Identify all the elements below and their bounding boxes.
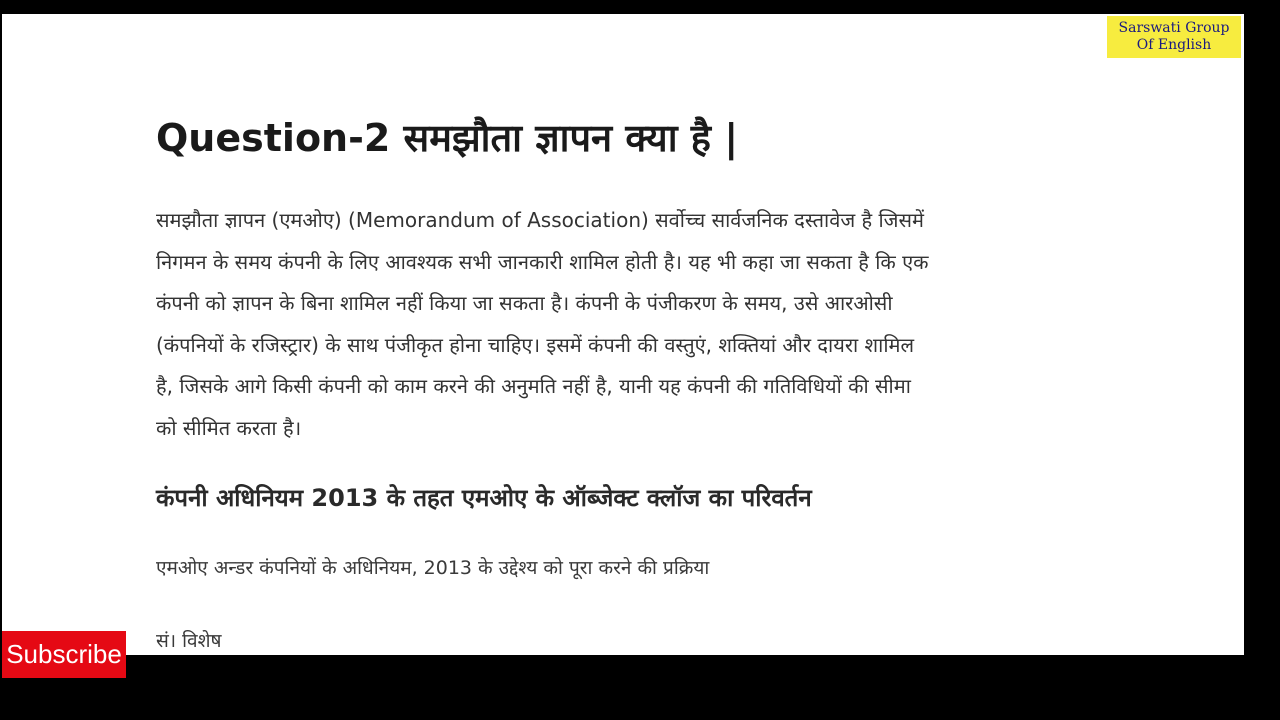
channel-watermark — [1107, 16, 1241, 58]
section-heading: कंपनी अधिनियम 2013 के तहत एमओए के ऑब्जेक्ट क्लॉज का परिवर्तन — [156, 484, 812, 512]
paragraph-line: कंपनी को ज्ञापन के बिना शामिल नहीं किया जा सकता है। कंपनी के पंजीकरण के समय, उसे आरओसी — [156, 291, 893, 315]
subscribe-button[interactable]: Subscribe — [2, 631, 126, 678]
document-page — [2, 14, 1244, 655]
paragraph-line: को सीमित करता है। — [156, 415, 302, 440]
question-title: Question-2 समझौता ज्ञापन क्या है | — [156, 116, 739, 160]
definition-paragraph — [156, 200, 1174, 449]
channel-watermark-line2: Of English — [1136, 37, 1212, 53]
section-footer-text: सं। विशेष — [156, 630, 222, 652]
paragraph-line: है, जिसके आगे किसी कंपनी को काम करने की अनुमति नहीं है, यानी यह कंपनी की गतिविधियों की सीमा — [156, 374, 911, 398]
section-subtext: एमओए अन्डर कंपनियों के अधिनियम, 2013 के उद्देश्य को पूरा करने की प्रक्रिया — [156, 557, 710, 579]
channel-watermark-line1: Sarswati Group — [1118, 20, 1230, 36]
paragraph-line: समझौता ज्ञापन (एमओए) (Memorandum of Association) सर्वोच्च सार्वजनिक दस्तावेज है जिसमें — [156, 208, 925, 232]
paragraph-line: निगमन के समय कंपनी के लिए आवश्यक सभी जानकारी शामिल होती है। यह भी कहा जा सकता है कि एक — [156, 249, 929, 274]
paragraph-line: (कंपनियों के रजिस्ट्रार) के साथ पंजीकृत होना चाहिए। इसमें कंपनी की वस्तुएं, शक्तियां और दायरा शामिल — [156, 332, 915, 357]
